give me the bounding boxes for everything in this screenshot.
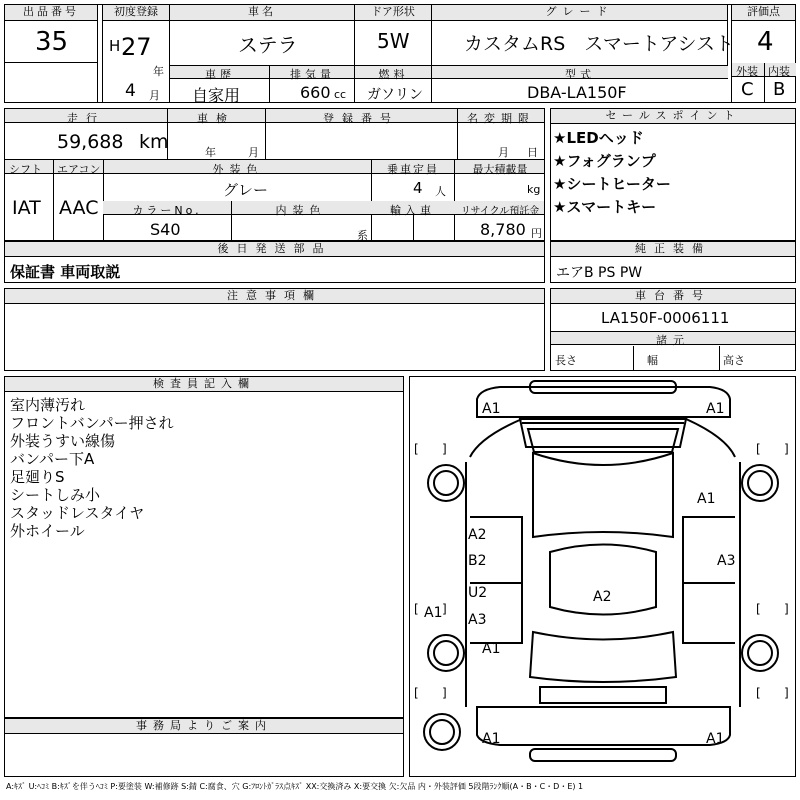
mark-rear-left-side: A1 [424, 605, 443, 621]
selling-point-4: ★スマートキー [553, 198, 657, 216]
grade-label: グレード [432, 5, 727, 21]
mark-door-fr: A3 [717, 553, 736, 569]
shipping-parts-box [4, 241, 545, 283]
inspector-label: 検査員記入欄 [5, 377, 403, 392]
score-label: 評価点 [732, 5, 795, 21]
history-cell [170, 65, 270, 105]
displacement-label: 排気量 [290, 68, 335, 81]
fuel: ガソリン [367, 87, 423, 103]
capacity-unit: 人 [435, 185, 446, 198]
history: 自家用 [192, 86, 241, 105]
model-code-label: 型式 [565, 68, 595, 81]
deadline-month-unit: 月 [498, 146, 509, 159]
vehicle-detail-table [4, 108, 545, 241]
inspector-line-2: フロントバンパー押され [10, 414, 174, 432]
office-box [4, 718, 404, 777]
inspector-line-7: スタッドレスタイヤ [10, 504, 145, 522]
int-color-label: 内装色 [275, 204, 327, 217]
svg-text:]: ] [784, 686, 789, 700]
genuine-equipment-box [550, 241, 796, 283]
legend: A:ｷｽﾞ U:ﾍｺﾐ B:ｷｽﾞを伴うﾍｺﾐ P:要塗装 W:補修跡 S:錆 C:腐食、穴 G:ﾌﾛﾝﾄｶﾞﾗｽ点ｷｽﾞ XX:交換済み X:要交換 欠:欠品 内・外装評価 5段階ﾗﾝｸ順(A・B・C・D・E) 1 [6, 782, 584, 791]
shipping-parts-label: 後日発送部品 [5, 242, 544, 257]
selling-point-1: ★LEDヘッド [553, 129, 644, 147]
recycle: 8,780 [480, 220, 526, 239]
first-registration-label: 初度登録 [103, 5, 169, 21]
chassis-label: 車台番号 [551, 289, 795, 304]
selling-point-3: ★シートヒーター [553, 175, 671, 193]
office-label: 事務局よりご案内 [5, 719, 403, 734]
svg-text:]: ] [442, 442, 447, 456]
recycle-unit: 円 [531, 227, 542, 240]
car-outline [410, 377, 795, 776]
aircon-label: エアコン [57, 163, 101, 176]
interior-grade: B [773, 79, 786, 100]
lot-number-cell [5, 5, 98, 102]
grade: カスタムRS スマートアシスト [464, 33, 734, 55]
door-type-label: ドア形状 [355, 5, 431, 21]
mark-door-fl: A2 [468, 527, 487, 543]
selling-points-label: セールスポイント [551, 109, 795, 124]
lot-number-label: 出品番号 [5, 5, 97, 21]
ext-color-label: 外装色 [212, 163, 264, 176]
mark-front-right: A1 [706, 401, 725, 417]
color-no: S40 [150, 220, 181, 239]
svg-text:]: ] [442, 686, 447, 700]
inspector-line-3: 外装うすい線傷 [10, 432, 116, 450]
chassis-box [550, 288, 796, 371]
ext-color: グレー [223, 181, 269, 199]
int-color-unit: 系 [357, 229, 368, 242]
mark-roof: A2 [593, 589, 612, 605]
import-label: 輸入車 [390, 204, 435, 217]
svg-text:[: [ [756, 602, 761, 616]
max-load-label: 最大積載量 [472, 163, 528, 176]
lot-number: 35 [35, 27, 69, 57]
inspection-year-unit: 年 [205, 146, 216, 159]
shift: IAT [12, 197, 41, 219]
grade-cell [432, 5, 734, 65]
damage-diagram [409, 376, 796, 777]
reg-year-unit: 年 [153, 65, 164, 78]
genuine-equipment-label: 純正装備 [551, 242, 795, 257]
displacement-unit: cc [334, 88, 347, 101]
mark-door-fl2: B2 [468, 553, 487, 569]
selling-points-box [550, 108, 796, 241]
capacity-label: 乗車定員 [387, 163, 439, 176]
svg-text:[: [ [756, 442, 761, 456]
reg-year: 27 [121, 33, 152, 61]
inspector-line-5: 足廻りS [10, 468, 65, 486]
mileage: 59,688 [57, 131, 124, 153]
mark-door-rl2: A3 [468, 612, 487, 628]
svg-text:]: ] [784, 442, 789, 456]
inspector-box [4, 376, 404, 718]
first-registration-cell [102, 5, 170, 102]
top-info-table [4, 4, 796, 103]
genuine-equipment: エアB PS PW [556, 265, 643, 281]
notes-label: 注意事項欄 [5, 289, 544, 304]
svg-text:[: [ [414, 442, 419, 456]
svg-text:[: [ [414, 602, 419, 616]
exterior-label: 外装 [736, 65, 758, 78]
mark-rear-bottom-left: A1 [482, 731, 501, 747]
model-code: DBA-LA150F [527, 83, 627, 102]
score-cell [731, 5, 795, 102]
fuel-cell [355, 65, 432, 102]
reg-number-label: 登録番号 [323, 112, 399, 125]
door-type-cell [355, 5, 432, 65]
dim-height: 高さ [723, 354, 745, 367]
displacement: 660 [300, 83, 331, 102]
notes-box [4, 288, 545, 371]
era: H [109, 37, 121, 55]
deadline-label: 名変期限 [467, 112, 535, 125]
shipping-parts: 保証書 車両取説 [10, 263, 121, 281]
dim-width: 幅 [647, 354, 658, 367]
car-name: ステラ [238, 33, 298, 57]
mileage-unit: km [139, 131, 169, 153]
score: 4 [757, 27, 774, 57]
mark-front-left: A1 [482, 401, 501, 417]
mark-rear-bottom-right: A1 [706, 731, 725, 747]
mark-fender-right: A1 [697, 491, 716, 507]
mark-door-rl: U2 [468, 585, 488, 601]
color-no-label: カラーNo. [132, 204, 202, 217]
dims-label: 諸元 [656, 334, 690, 347]
shift-label: シフト [9, 163, 42, 176]
mark-rear-left: A1 [482, 641, 501, 657]
svg-text:]: ] [784, 602, 789, 616]
max-load-unit: kg [527, 183, 541, 196]
svg-text:[: [ [756, 686, 761, 700]
inspector-line-8: 外ホイール [10, 522, 85, 540]
selling-point-2: ★フォグランプ [553, 152, 656, 170]
inspector-line-6: シートしみ小 [10, 486, 101, 504]
inspection-month-unit: 月 [248, 146, 259, 159]
fuel-label: 燃料 [378, 68, 409, 81]
deadline-day-unit: 日 [527, 146, 538, 159]
svg-text:]: ] [442, 602, 447, 616]
recycle-label: リサイクル預託金 [460, 206, 540, 217]
door-type: 5W [377, 29, 410, 53]
interior-label: 内装 [768, 65, 790, 78]
inspector-line-4: バンパー下A [10, 450, 95, 468]
mileage-label: 走行 [67, 112, 105, 125]
reg-month: 4 [125, 81, 136, 101]
aircon: AAC [59, 197, 99, 219]
reg-month-unit: 月 [149, 89, 160, 102]
car-name-cell [170, 5, 355, 65]
chassis-number: LA150F-0006111 [601, 309, 730, 327]
model-code-cell [432, 65, 728, 102]
capacity: 4 [413, 179, 423, 197]
dim-length: 長さ [555, 354, 577, 367]
car-name-label: 車名 [170, 5, 354, 21]
inspection-label: 車検 [197, 112, 235, 125]
history-label: 車歴 [205, 68, 235, 81]
displacement-cell [270, 65, 355, 102]
inspector-line-1: 室内薄汚れ [10, 396, 86, 414]
exterior-grade: C [741, 79, 754, 100]
svg-text:[: [ [414, 686, 419, 700]
